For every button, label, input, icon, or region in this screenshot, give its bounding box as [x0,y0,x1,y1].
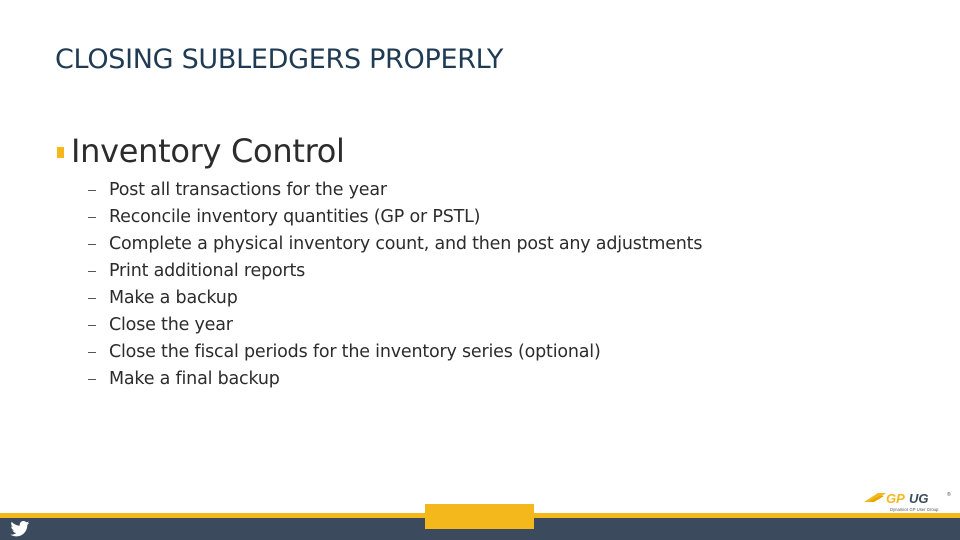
sub-bullet-text: Make a backup [109,287,238,308]
sub-bullet-item [88,311,702,338]
main-bullet [57,132,345,170]
dash-bullet-icon [88,352,96,353]
logo-tagline: Dynamics GP User Group [890,507,939,512]
logo-ug-text: UG [909,491,929,506]
sub-bullet-text: Close the year [109,314,233,335]
logo-gp-text: GP [886,491,905,506]
sub-bullet-item [88,338,702,365]
dash-bullet-icon [88,298,96,299]
sub-bullet-item [88,176,702,203]
sub-bullet-item [88,203,702,230]
sub-bullet-item [88,365,702,392]
dash-bullet-icon [88,217,96,218]
sub-bullet-text: Print additional reports [109,260,306,281]
sub-bullet-item [88,230,702,257]
sub-bullet-text: Make a final backup [109,368,280,389]
dash-bullet-icon [88,325,96,326]
dash-bullet-icon [88,271,96,272]
sub-bullet-list [88,176,702,392]
square-bullet-icon [57,147,64,158]
sub-bullet-item [88,284,702,311]
logo-registered-mark: ® [947,492,951,498]
dash-bullet-icon [88,244,96,245]
dash-bullet-icon [88,379,96,380]
slide-title: CLOSING SUBLEDGERS PROPERLY [55,44,504,75]
sub-bullet-text: Post all transactions for the year [109,179,387,200]
twitter-icon[interactable] [10,521,30,537]
dash-bullet-icon [88,190,96,191]
main-bullet-text: Inventory Control [71,132,345,170]
gpug-logo [862,489,954,515]
sub-bullet-text: Reconcile inventory quantities (GP or PSTL) [109,206,481,227]
sub-bullet-item [88,257,702,284]
sub-bullet-text: Close the fiscal periods for the inventory series (optional) [109,341,601,362]
footer-center-tab [425,504,534,529]
sub-bullet-text: Complete a physical inventory count, and then post any adjustments [109,233,703,254]
